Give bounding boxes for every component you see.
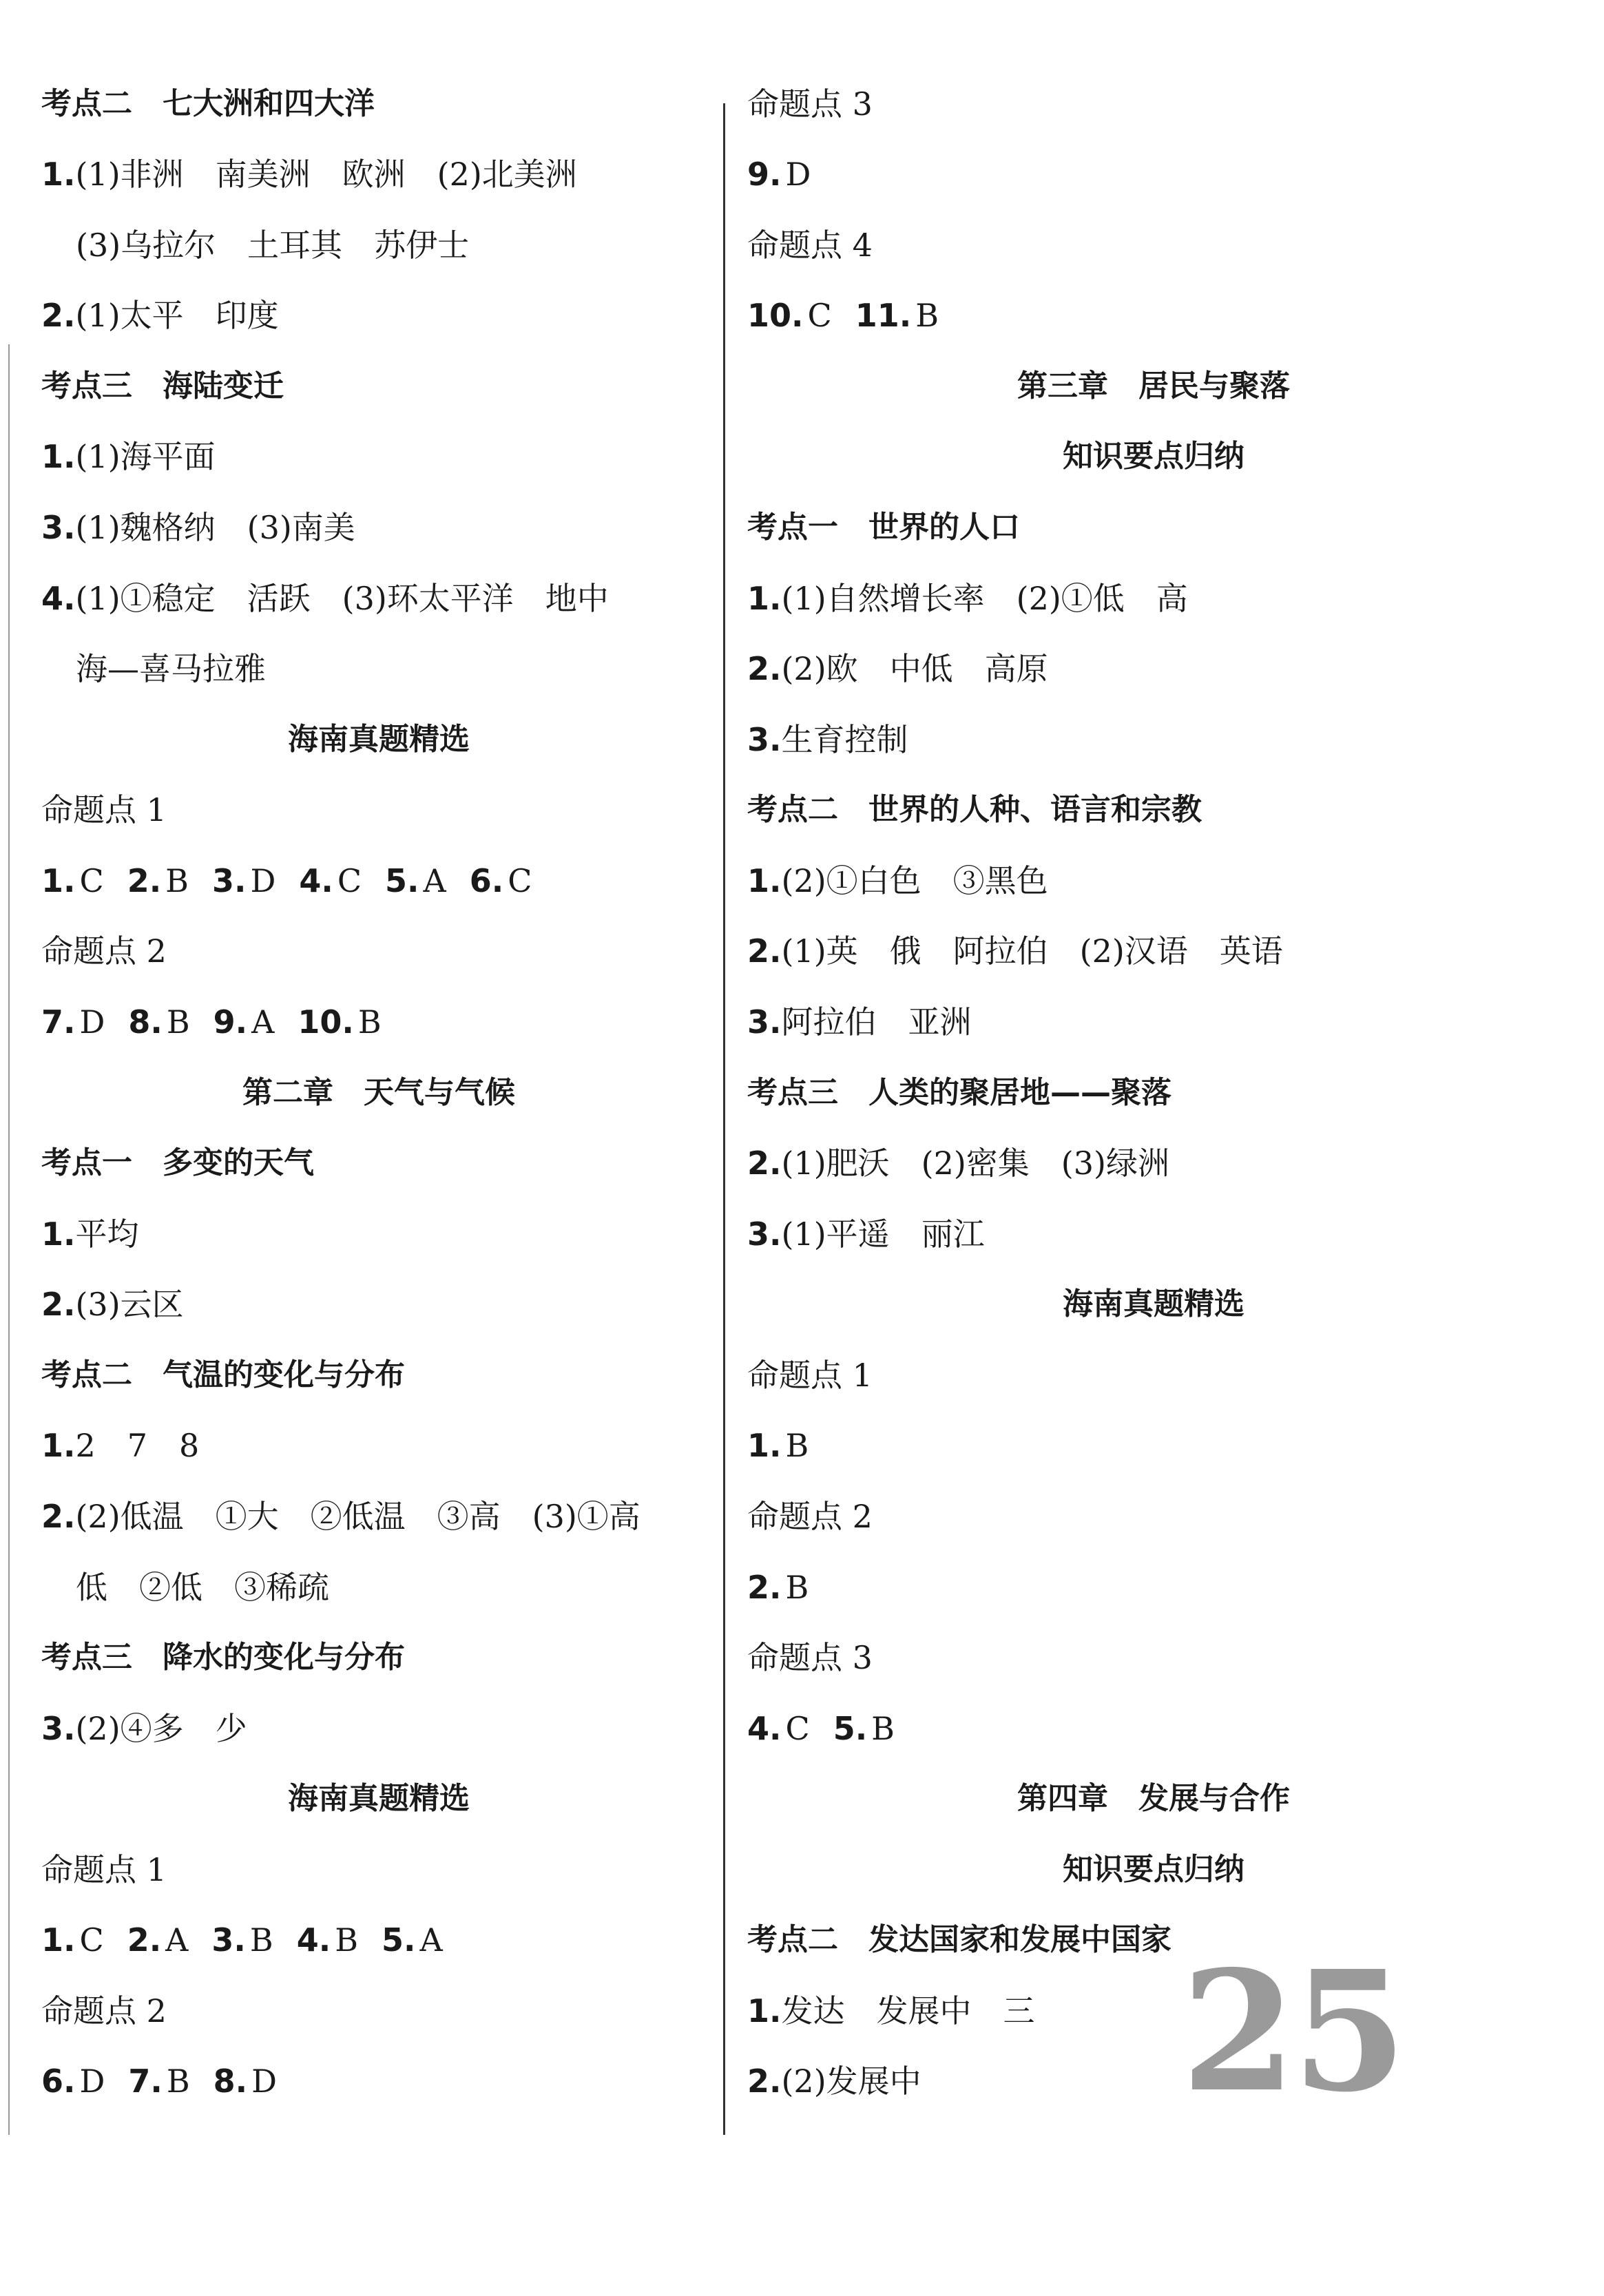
chapter-title: 海南真题精选 [288, 722, 470, 757]
answer-number: 1. [747, 1427, 782, 1464]
answer-text: (2)发展中 [781, 2063, 921, 2100]
answer-number: 1. [41, 862, 76, 899]
answer-number: 8. [213, 2063, 248, 2100]
answer-choice: C [79, 862, 104, 899]
answer-choice: C [785, 1710, 810, 1747]
answer-item [747, 859, 1048, 902]
choice-answers [41, 859, 555, 902]
section-heading: 考点三 海陆变迁 [41, 368, 284, 404]
answer-choice: A [165, 1921, 189, 1959]
answer-number: 2. [747, 1145, 782, 1182]
answer-number: 6. [41, 2063, 76, 2100]
question-group-label: 命题点 2 [41, 932, 167, 970]
answer-number: 1. [747, 580, 782, 617]
answer-item [41, 506, 355, 549]
answer-number: 3. [41, 1710, 76, 1747]
answer-number: 1. [41, 1427, 76, 1464]
choice-answers [747, 1707, 918, 1750]
answer-number: 1. [747, 1992, 782, 2029]
choice-answers [747, 1424, 832, 1467]
answer-text: (1)英 俄 阿拉伯 (2)汉语 英语 [781, 932, 1283, 970]
choice-answers [747, 294, 962, 337]
answer-number: 1. [41, 1215, 76, 1253]
answer-choice: B [785, 1569, 809, 1606]
section-heading: 考点三 人类的聚居地——聚落 [747, 1075, 1171, 1110]
answer-number: 3. [747, 1003, 782, 1041]
answer-choice: D [79, 1003, 105, 1041]
answer-text: (1)平遥 丽江 [781, 1215, 985, 1253]
answer-choice: B [249, 1921, 273, 1959]
answer-choice: A [251, 1003, 275, 1041]
answer-choice: C [79, 1921, 104, 1959]
answer-number: 2. [41, 297, 76, 334]
answer-text: (2)④多 少 [75, 1710, 247, 1747]
answer-item [41, 294, 279, 337]
answer-choice: D [250, 862, 276, 899]
answer-text: 阿拉伯 亚洲 [781, 1003, 972, 1041]
section-heading: 考点一 多变的天气 [41, 1145, 314, 1180]
section-heading: 考点一 世界的人口 [747, 510, 1020, 545]
answer-continuation: (3)乌拉尔 土耳其 苏伊士 [76, 227, 470, 264]
answer-item [41, 1495, 640, 1538]
answer-text: (1)①稳定 活跃 (3)环太平洋 地中 [75, 580, 609, 617]
answer-number: 2. [41, 1498, 76, 1535]
answer-choice: B [871, 1710, 895, 1747]
answer-number: 1. [41, 438, 76, 475]
answer-choice: C [508, 862, 532, 899]
section-heading: 考点三 降水的变化与分布 [41, 1640, 405, 1675]
answer-choice: A [419, 1921, 443, 1959]
answer-text: (1)太平 印度 [75, 297, 279, 334]
answer-number: 2. [747, 932, 782, 970]
section-heading: 考点二 七大洲和四大洋 [41, 86, 375, 121]
answer-choice: D [79, 2063, 105, 2100]
answer-choice: B [785, 1427, 809, 1464]
choice-answers [41, 2060, 300, 2102]
question-group-label: 命题点 2 [747, 1498, 873, 1535]
answer-number: 2. [747, 2063, 782, 2100]
answer-item [41, 435, 216, 478]
answer-item [41, 153, 577, 196]
answer-text: 发达 发展中 三 [781, 1992, 1035, 2029]
question-group-label: 命题点 2 [41, 1992, 167, 2029]
answer-text: (3)云区 [75, 1286, 184, 1323]
answer-continuation: 低 ②低 ③稀疏 [76, 1569, 329, 1606]
chapter-title: 知识要点归纳 [1063, 1852, 1244, 1887]
answer-text: 平均 [75, 1215, 139, 1253]
answer-number: 2. [127, 1921, 162, 1959]
chapter-title: 第二章 天气与气候 [242, 1075, 515, 1110]
choice-answers [747, 153, 834, 196]
answer-continuation: 海—喜马拉雅 [76, 650, 266, 687]
answer-item [747, 577, 1188, 620]
column-divider [723, 103, 725, 2135]
answer-choice: B [165, 862, 189, 899]
answer-choice: D [251, 2063, 278, 2100]
answer-text: (2)①白色 ③黑色 [781, 862, 1048, 899]
question-group-label: 命题点 1 [41, 791, 167, 828]
answer-item [41, 577, 609, 620]
answer-number: 7. [128, 2063, 163, 2100]
answer-item [41, 1283, 184, 1326]
answer-number: 1. [747, 862, 782, 899]
answer-number: 5. [382, 1921, 416, 1959]
choice-answers [41, 1001, 405, 1043]
section-heading: 考点二 世界的人种、语言和宗教 [747, 792, 1202, 827]
answer-text: (1)海平面 [75, 438, 216, 475]
answer-item [747, 930, 1283, 972]
answer-text: (1)肥沃 (2)密集 (3)绿洲 [781, 1145, 1169, 1182]
answer-item [41, 1213, 138, 1255]
answer-choice: C [337, 862, 362, 899]
question-group-label: 命题点 3 [747, 85, 873, 123]
answer-number: 3. [747, 1215, 782, 1253]
page-number: 25 [1181, 1934, 1403, 2129]
chapter-title: 知识要点归纳 [1063, 439, 1244, 474]
answer-number: 3. [211, 1921, 246, 1959]
answer-choice: C [807, 297, 832, 334]
chapter-title: 海南真题精选 [1063, 1286, 1244, 1322]
answer-text: 生育控制 [781, 721, 908, 758]
answer-item [41, 1424, 199, 1467]
answer-number: 11. [855, 297, 912, 334]
chapter-title: 海南真题精选 [288, 1781, 470, 1816]
answer-number: 3. [41, 509, 76, 546]
section-heading: 考点二 发达国家和发展中国家 [747, 1922, 1171, 1957]
answer-text: (1)魏格纳 (3)南美 [75, 509, 355, 546]
answer-number: 1. [41, 156, 76, 193]
question-group-label: 命题点 4 [747, 227, 873, 264]
answer-choice: D [785, 156, 811, 193]
choice-answers [41, 1919, 466, 1961]
answer-number: 5. [385, 862, 419, 899]
answer-item [747, 718, 908, 761]
answer-number: 10. [747, 297, 804, 334]
answer-number: 10. [298, 1003, 354, 1041]
answer-number: 6. [469, 862, 504, 899]
answer-choice: B [915, 297, 939, 334]
answer-choice: A [423, 862, 446, 899]
answer-number: 4. [41, 580, 76, 617]
answer-text: 2 7 8 [75, 1427, 200, 1464]
answer-number: 3. [747, 721, 782, 758]
answer-number: 2. [41, 1286, 76, 1323]
answer-number: 9. [213, 1003, 248, 1041]
chapter-title: 第四章 发展与合作 [1017, 1781, 1290, 1816]
answer-item [747, 1001, 971, 1043]
choice-answers [747, 1566, 832, 1609]
answer-number: 2. [747, 1569, 782, 1606]
answer-choice: B [335, 1921, 358, 1959]
answer-item [747, 647, 1048, 690]
section-heading: 考点二 气温的变化与分布 [41, 1357, 405, 1392]
answer-item [747, 1213, 985, 1255]
answer-text: (1)自然增长率 (2)①低 高 [781, 580, 1188, 617]
question-group-label: 命题点 1 [41, 1851, 167, 1888]
answer-number: 4. [299, 862, 333, 899]
question-group-label: 命题点 1 [747, 1357, 873, 1394]
answer-text: (2)低温 ①大 ②低温 ③高 (3)①高 [75, 1498, 640, 1535]
answer-choice: B [166, 2063, 190, 2100]
answer-number: 1. [41, 1921, 76, 1959]
answer-number: 7. [41, 1003, 76, 1041]
answer-number: 2. [127, 862, 162, 899]
answer-number: 4. [747, 1710, 782, 1747]
answer-text: (2)欧 中低 高原 [781, 650, 1048, 687]
question-group-label: 命题点 3 [747, 1639, 873, 1676]
answer-number: 9. [747, 156, 782, 193]
answer-item [747, 1990, 1034, 2032]
answer-choice: B [357, 1003, 382, 1041]
answer-choice: B [166, 1003, 190, 1041]
answer-text: (1)非洲 南美洲 欧洲 (2)北美洲 [75, 156, 577, 193]
answer-item [747, 1142, 1169, 1184]
answer-number: 3. [211, 862, 247, 899]
answer-number: 8. [128, 1003, 163, 1041]
answer-number: 5. [833, 1710, 868, 1747]
left-margin-rule [8, 344, 10, 2135]
answer-item [747, 2060, 921, 2102]
answer-number: 2. [747, 650, 782, 687]
answer-item [41, 1707, 247, 1750]
answer-number: 4. [296, 1921, 331, 1959]
chapter-title: 第三章 居民与聚落 [1017, 368, 1290, 404]
